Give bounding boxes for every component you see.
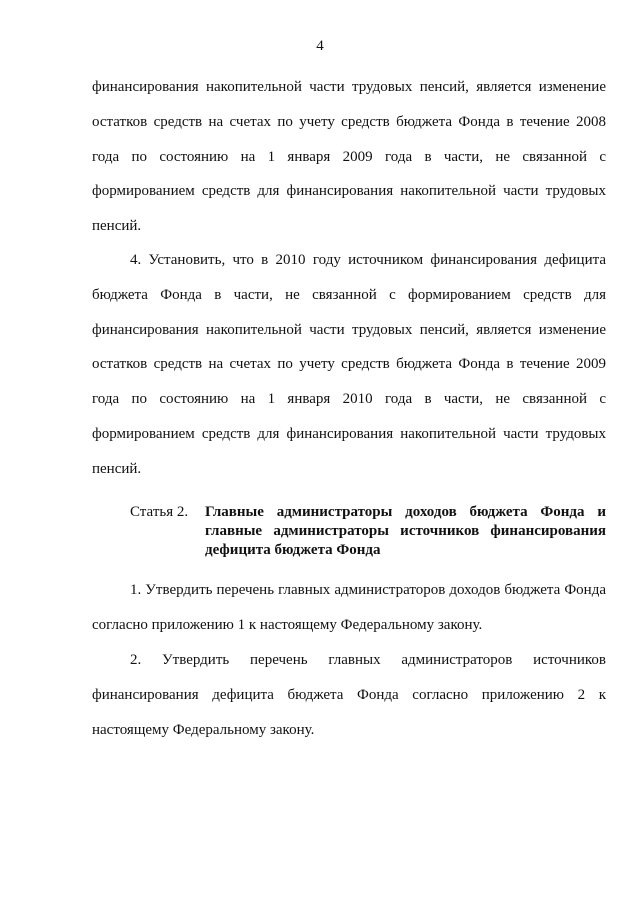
paragraph-continuation: финансирования накопительной части трудовых пенсий, является изменение остатков средств на счетах по учету средств бюджета Фонда в течение 2008 года по состоянию на 1 января 2009 года в части, не связанной с формированием средств для финансирования накопительной части трудовых пенсий. — [92, 79, 606, 235]
paragraph-item-1: 1. Утвердить перечень главных администраторов доходов бюджета Фонда согласно приложению 1 к настоящему Федеральному закону. — [92, 582, 606, 633]
paragraph-item-4: 4. Установить, что в 2010 году источником финансирования дефицита бюджета Фонда в части, не связанной с формированием средств для финансирования накопительной части трудовых пенсий, является изменение остатков средств на счетах по учету средств бюджета Фонда в течение 2009 года по состоянию на 1 января 2010 года в части, не связанной с формированием средств для финансирования накопительной части трудовых пенсий. — [92, 252, 606, 477]
article-label: Статья 2. — [130, 504, 189, 520]
paragraph-item-2: 2. Утвердить перечень главных администраторов источников финансирования дефицита бюджета Фонда согласно приложению 2 к настоящему Федеральному закону. — [92, 652, 606, 738]
article-title: Главные администраторы доходов бюджета Фонда и главные администраторы источников финансирования дефицита бюджета Фонда — [205, 504, 606, 558]
article-heading — [130, 503, 606, 560]
page-number: 4 — [316, 38, 324, 54]
